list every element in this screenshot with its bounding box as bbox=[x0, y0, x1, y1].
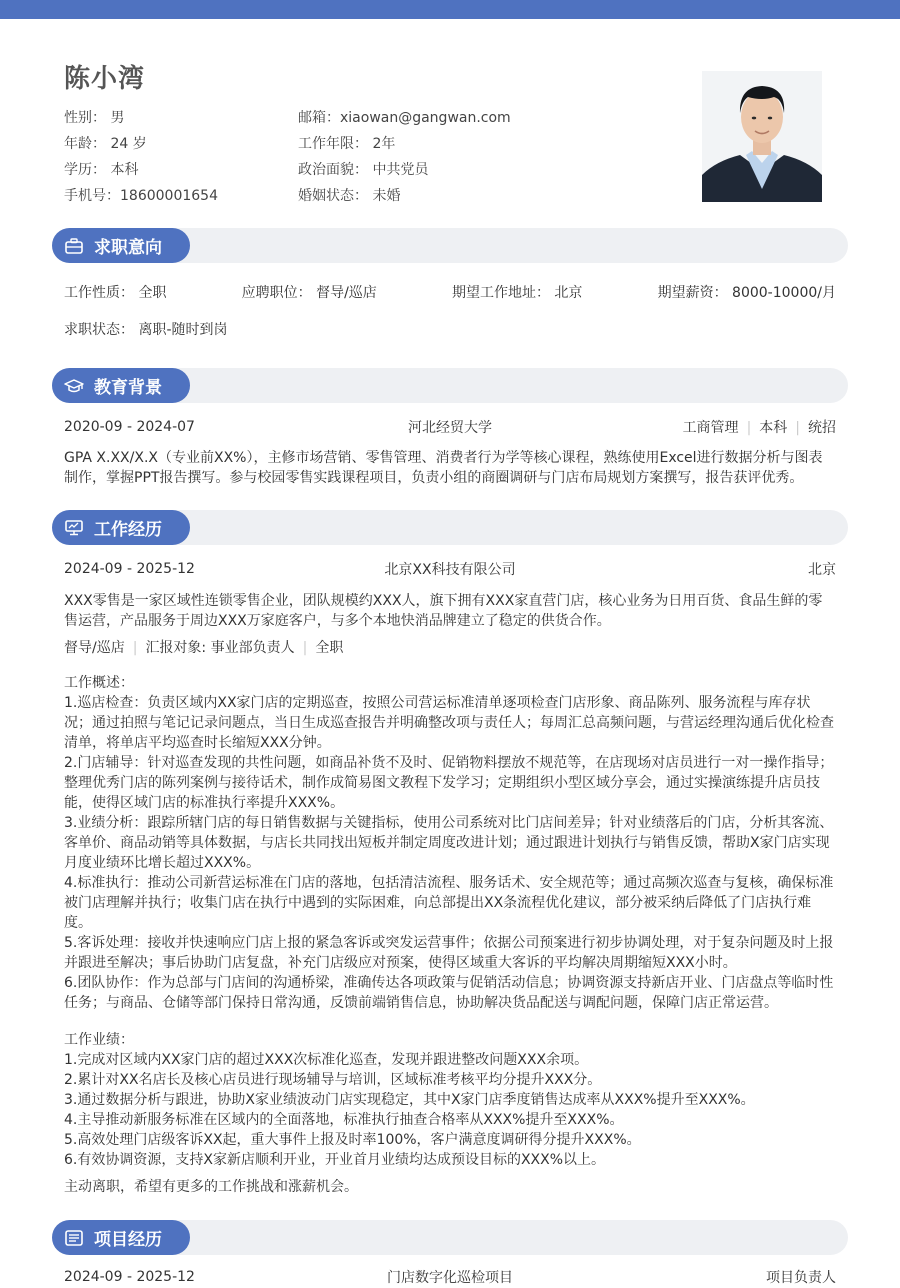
list-icon bbox=[64, 1228, 84, 1248]
overview-title: 工作概述： bbox=[64, 675, 134, 691]
project-name: 门店数字化巡检项目 bbox=[387, 1270, 513, 1286]
report-to: 汇报对象: 事业部负责人 bbox=[145, 640, 295, 656]
work-role: 督导/巡店 bbox=[64, 640, 125, 656]
work-job-type: 全职 bbox=[315, 640, 344, 656]
project-role: 项目负责人 bbox=[766, 1270, 836, 1286]
school-name: 河北经贸大学 bbox=[408, 420, 492, 436]
monitor-icon bbox=[64, 518, 84, 538]
leave-reason: 主动离职，希望有更多的工作挑战和涨薪机会。 bbox=[64, 1179, 358, 1195]
info-row bbox=[64, 130, 704, 156]
project-row bbox=[64, 1266, 836, 1288]
achievement-item: 2.累计对XX名店长及核心店员进行现场辅导与培训，区域标准考核平均分提升XXX分。 bbox=[64, 1072, 602, 1088]
overview-item: 6.团队协作：作为总部与门店间的沟通桥梁，准确传达各项政策与促销活动信息；协调资源支持新店开业、门店盘点等临时性任务；与商品、仓储等部门保持日常沟通，反馈前端销售信息，协助解决货品配送与调配问题，保障门店正常运营。 bbox=[64, 975, 834, 1011]
section-tag bbox=[52, 1220, 190, 1255]
job-location: 期望工作地址： 北京 bbox=[451, 285, 583, 301]
project-period: 2024-09 - 2025-12 bbox=[64, 1269, 195, 1285]
work-years: 工作年限： 2年 bbox=[298, 136, 396, 152]
education-period: 2020-09 - 2024-07 bbox=[64, 419, 195, 435]
work-overview bbox=[64, 673, 836, 1013]
divider: | bbox=[795, 420, 800, 436]
work-achievements bbox=[64, 1030, 836, 1170]
gender: 性别： 男 bbox=[64, 110, 125, 126]
divider: | bbox=[746, 420, 752, 436]
phone: 手机号：18600001654 bbox=[64, 188, 218, 204]
section-title: 项目经历 bbox=[94, 1230, 162, 1250]
info-row bbox=[64, 104, 704, 130]
education-level: 学历： 本科 bbox=[64, 162, 139, 178]
overview-item: 2.门店辅导：针对巡查发现的共性问题，如商品补货不及时、促销物料摆放不规范等，在店现场对店员进行一对一操作指导；整理优秀门店的陈列案例与接待话术，制作成简易图文教程下发学习；定期组织小型区域分享会，通过实操演练提升店员技能，使得区域门店的标准执行率提升XXX%。 bbox=[64, 755, 834, 811]
job-salary: 期望薪资： 8000-10000/月 bbox=[657, 285, 836, 301]
education-meta bbox=[596, 417, 836, 437]
achievement-item: 1.完成对区域内XX家门店的超过XXX次标准化巡查，发现并跟进整改问题XXX余项。 bbox=[64, 1052, 589, 1068]
degree: 本科 bbox=[759, 420, 788, 436]
education-row bbox=[64, 416, 836, 438]
section-title: 求职意向 bbox=[94, 238, 162, 258]
work-meta bbox=[64, 638, 836, 658]
briefcase-icon bbox=[64, 236, 84, 256]
age: 年龄： 24 岁 bbox=[64, 136, 147, 152]
section-project bbox=[52, 1220, 848, 1255]
company-description: XXX零售是一家区域性连锁零售企业，团队规模约XXX人，旗下拥有XXX家直营门店，核心业务为日用百货、食品生鲜的零售运营，产品服务于周边XXX万家庭客户，与多个本地快消品牌建立了稳定的供货合作。 bbox=[64, 593, 823, 629]
education-description: GPA X.XX/X.X（专业前XX%），主修市场营销、零售管理、消费者行为学等核心课程，熟练使用Excel进行数据分析与图表制作，掌握PPT报告撰写。参与校园零售实践课程项目，负责小组的商圈调研与门店布局规划方案撰写，报告获评优秀。 bbox=[64, 450, 823, 486]
divider: | bbox=[132, 640, 138, 656]
info-row bbox=[64, 182, 704, 208]
overview-item: 1.巡店检查：负责区域内XX家门店的定期巡查，按照公司营运标准清单逐项检查门店形象、商品陈列、服务流程与库存状况；通过拍照与笔记记录问题点，当日生成巡查报告并明确整改项与责任人；每周汇总高频问题，与营运经理沟通后优化检查清单，将单店平均巡查时长缩短XXX分钟。 bbox=[64, 695, 834, 751]
section-tag bbox=[52, 368, 190, 403]
enrollment-type: 统招 bbox=[808, 420, 836, 436]
work-period: 2024-09 - 2025-12 bbox=[64, 561, 195, 577]
achievement-item: 5.高效处理门店级客诉XX起，重大事件上报及时率100%，客户满意度调研得分提升XXX%。 bbox=[64, 1132, 641, 1148]
job-type: 工作性质： 全职 bbox=[64, 285, 167, 301]
section-tag bbox=[52, 510, 190, 545]
achievement-item: 4.主导推动新服务标准在区域内的全面落地，标准执行抽查合格率从XXX%提升至XXX%。 bbox=[64, 1112, 624, 1128]
overview-item: 5.客诉处理：接收并快速响应门店上报的紧急客诉或突发运营事件；依据公司预案进行初步协调处理，对于复杂问题及时上报并跟进至解决；事后协助门店复盘，补充门店级应对预案，使得区域重大客诉的平均解决周期缩短XXX小时。 bbox=[64, 935, 834, 971]
work-row bbox=[64, 558, 836, 580]
top-accent-bar bbox=[0, 0, 900, 19]
avatar-portrait bbox=[702, 71, 822, 202]
work-city: 北京 bbox=[808, 562, 836, 578]
graduation-cap-icon bbox=[64, 376, 84, 396]
political-status: 政治面貌： 中共党员 bbox=[298, 162, 429, 178]
section-title: 教育背景 bbox=[94, 378, 162, 398]
divider: | bbox=[302, 640, 308, 656]
section-education bbox=[52, 368, 848, 403]
section-tag bbox=[52, 228, 190, 263]
avatar bbox=[702, 71, 822, 202]
section-title: 工作经历 bbox=[94, 520, 162, 540]
overview-item: 3.业绩分析：跟踪所辖门店的每日销售数据与关键指标，使用公司系统对比门店间差异；针对业绩落后的门店，分析其客流、客单价、商品动销等具体数据，与店长共同找出短板并制定周度改进计划；通过跟进计划执行与销售反馈，帮助X家门店实现月度业绩环比增长超过XXX%。 bbox=[64, 815, 834, 871]
section-intent bbox=[52, 228, 848, 263]
info-row bbox=[64, 156, 704, 182]
job-position: 应聘职位： 督导/巡店 bbox=[241, 285, 377, 301]
section-work bbox=[52, 510, 848, 545]
major: 工商管理 bbox=[682, 420, 739, 436]
achievement-item: 3.通过数据分析与跟进，协助X家业绩波动门店实现稳定，其中X家门店季度销售达成率从XXX%提升至XXX%。 bbox=[64, 1092, 755, 1108]
basic-info bbox=[64, 104, 704, 208]
marital-status: 婚姻状态： 未婚 bbox=[298, 188, 401, 204]
overview-item: 4.标准执行：推动公司新营运标准在门店的落地，包括清洁流程、服务话术、安全规范等；通过高频次巡查与复核，确保标准被门店理解并执行；收集门店在执行中遇到的实际困难，向总部提出XX条流程优化建议，部分被采纳后降低了门店执行难度。 bbox=[64, 875, 834, 931]
achievement-item: 6.有效协调资源，支持X家新店顺利开业，开业首月业绩均达成预设目标的XXX%以上。 bbox=[64, 1152, 606, 1168]
job-status: 求职状态： 离职-随时到岗 bbox=[64, 322, 228, 338]
intent-row bbox=[64, 281, 836, 303]
achievements-title: 工作业绩： bbox=[64, 1032, 134, 1048]
email[interactable]: 邮箱：xiaowan@gangwan.com bbox=[298, 110, 511, 126]
company-name: 北京XX科技有限公司 bbox=[384, 562, 516, 578]
candidate-name: 陈小湾 bbox=[64, 64, 146, 94]
